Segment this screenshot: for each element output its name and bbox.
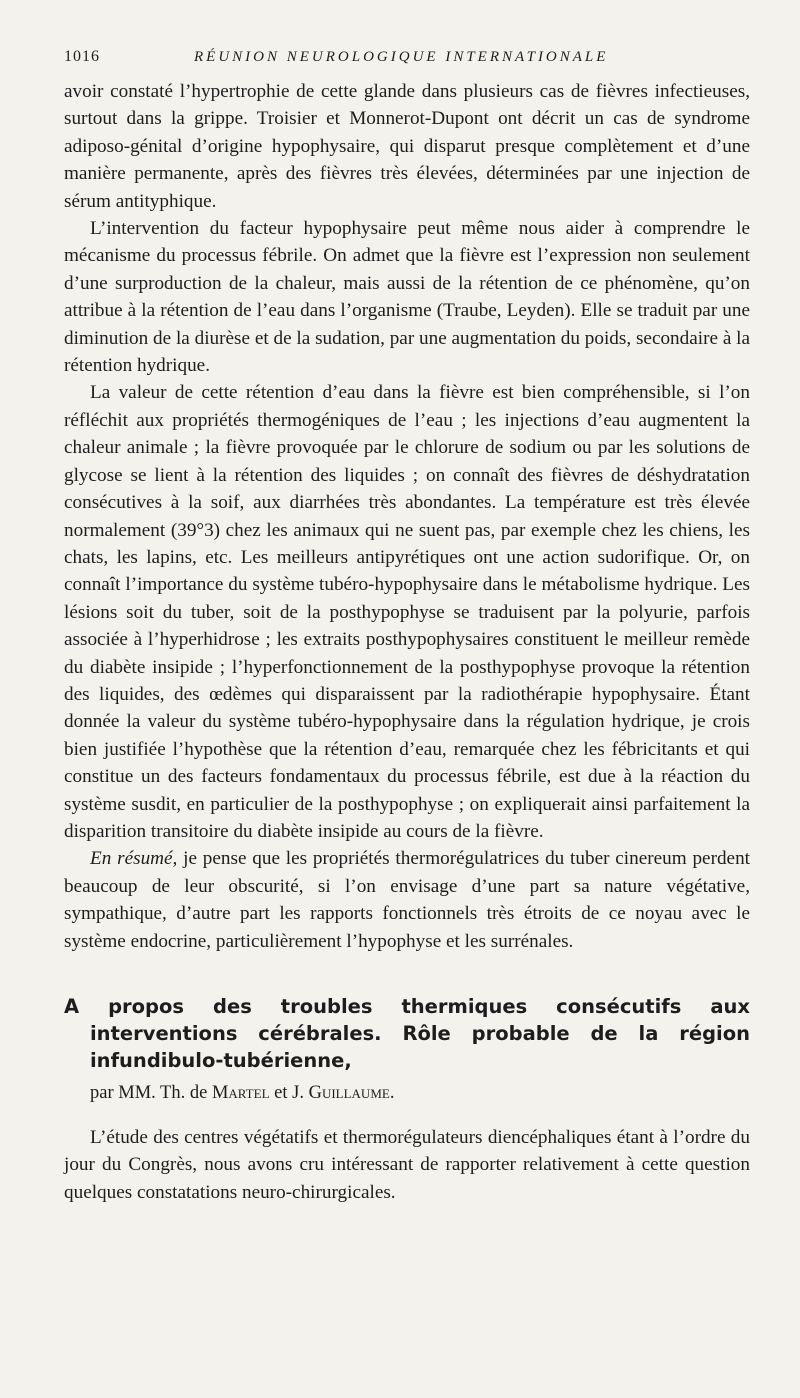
page-number: 1016 (64, 48, 100, 65)
byline-middle: et J. (269, 1083, 309, 1103)
paragraph-2: L’intervention du facteur hypophysaire peut même nous aider à comprendre le mécanisme du processus fébrile. On admet que la fièvre est l’expression non seulement d’une surproduction de la chaleur, mais aussi de la rétention de ce phénomène, qu’on attribue à la rétention de l’eau dans l’organisme (Traube, Leyden). Elle se traduit par une diminution de la diurèse et de la sudation, par une augmentation du poids, secondaire à la rétention hydrique. (64, 218, 750, 377)
author-guillaume: Guillaume (308, 1083, 390, 1103)
article-section (64, 993, 750, 1206)
page-header (64, 48, 750, 66)
paragraph-3: La valeur de cette rétention d’eau dans la fièvre est bien compréhensible, si l’on réfléchit aux propriétés thermogéniques de l’eau ; les injections d’eau augmentent la chaleur animale ; la fièvre provoquée par le chlorure de sodium ou par les solutions de glycose se lient à la rétention des liquides ; on connaît des fièvres de déshydratation consécutives à la soif, aux diarrhées très abondantes. La température est très élevée normalement (39°3) chez les animaux qui ne suent pas, par exemple chez les chiens, les chats, les lapins, etc. Les meilleurs antipyrétiques ont une action sudorifique. Or, on connaît l’importance du système tubéro-hypophysaire dans le métabolisme hydrique. Les lésions soit du tuber, soit de la posthypophyse se traduisent par la polyurie, parfois associée à l’hyperhidrose ; les extraits posthypophysaires constituent le meilleur remède du diabète insipide ; l’hyperfonctionnement de la posthypophyse provoque la rétention des liquides, des œdèmes qui disparaissent par la radiothérapie hypophysaire. Étant donnée la valeur du système tubéro-hypophysaire dans la régulation hydrique, je crois bien justifiée l’hypothèse que la rétention d’eau, remarquée chez les fébricitants et qui constitue un des facteurs fondamentaux du processus fébrile, est due à la réaction du système susdit, en particulier de la posthypophyse ; on expliquerait ainsi parfaitement la disparition transitoire du diabète insipide au cours de la fièvre. (64, 382, 750, 842)
running-head: RÉUNION NEUROLOGIQUE INTERNATIONALE (194, 49, 609, 65)
article-title: A propos des troubles thermiques consécutifs aux interventions cérébrales. Rôle probable de la région infundibulo-tubérienne, (64, 995, 750, 1072)
summary-lead: En résumé, (90, 848, 178, 870)
byline (90, 1080, 750, 1106)
article-paragraph: L’étude des centres végétatifs et thermorégulateurs diencéphaliques étant à l’ordre du jour du Congrès, nous avons cru intéressant de rapporter relativement à cette question quelques constatations neuro-chirurgicales. (64, 1127, 750, 1203)
summary-paragraph (64, 845, 750, 955)
byline-suffix: . (389, 1083, 395, 1103)
summary-text: je pense que les propriétés thermorégulatrices du tuber cinereum perdent beaucoup de leur obscurité, si l’on envisage d’une part sa nature végétative, sympathique, d’autre part les rapports fonctionnels très étroits de ce noyau avec le système endocrine, particulièrement l’hypophyse et les surrénales. (64, 848, 750, 952)
paragraph-1: avoir constaté l’hypertrophie de cette glande dans plusieurs cas de fièvres infectieuses, surtout dans la grippe. Troisier et Monnerot-Dupont ont décrit un cas de syndrome adiposo-génital d’origine hypophysaire, qui disparut presque complètement et d’une manière permanente, après des fièvres très élevées, déterminées par une injection de sérum antityphique. (64, 81, 750, 212)
author-martel: Martel (211, 1083, 270, 1103)
byline-prefix: par MM. Th. de (90, 1083, 212, 1103)
